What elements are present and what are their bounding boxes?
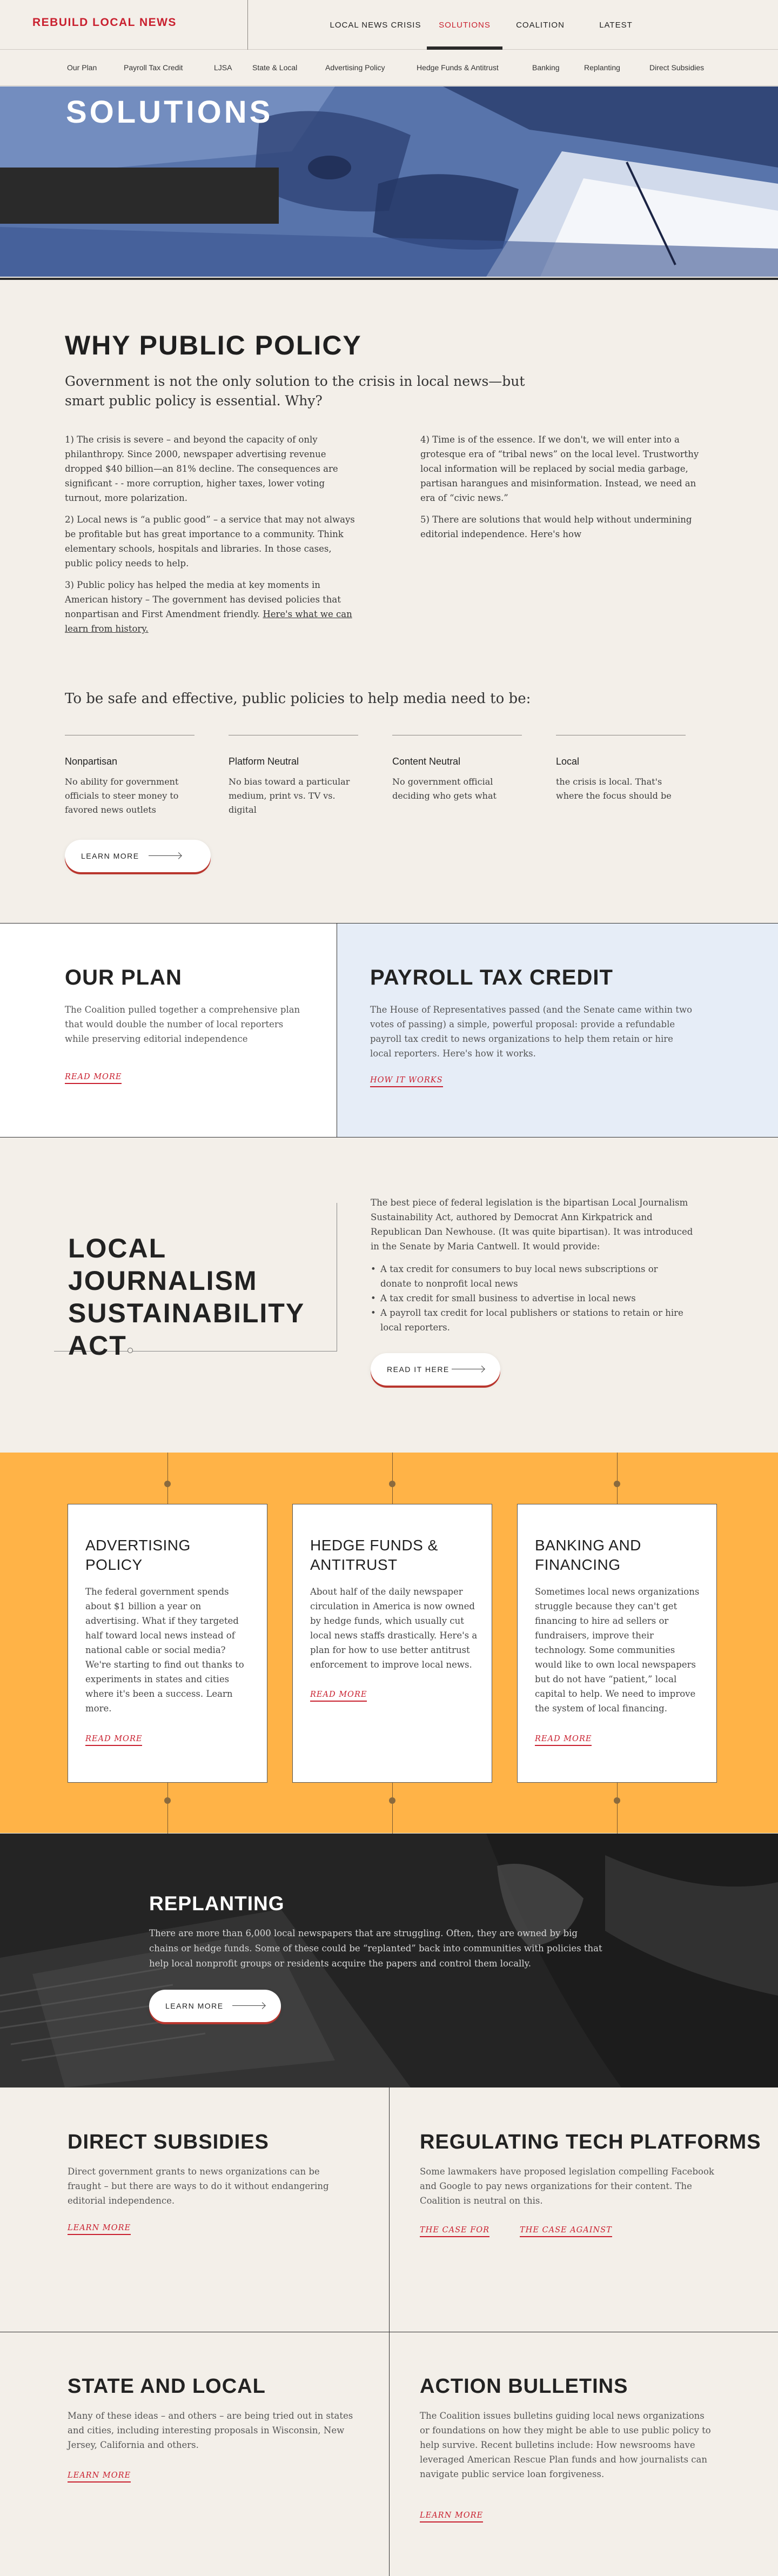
- button-label: LEARN MORE: [81, 852, 139, 860]
- criterion-nonpartisan: [65, 735, 194, 817]
- criterion-text: No ability for government officials to steer money to favored news outlets: [65, 777, 179, 815]
- arrow-right-icon: [149, 855, 181, 856]
- replanting-learn-more-button[interactable]: [149, 1990, 281, 2022]
- hero-title: SOLUTIONS: [66, 95, 273, 130]
- why-column-left: [65, 432, 357, 643]
- nav-solutions[interactable]: SOLUTIONS: [427, 0, 502, 50]
- ljsa-read-it-here-button[interactable]: [371, 1353, 500, 1386]
- regulating-tech-title: REGULATING TECH PLATFORMS: [420, 2131, 761, 2153]
- criterion-text: No bias toward a particular medium, print vs. TV vs. digital: [229, 777, 350, 815]
- subnav-hedge-funds[interactable]: Hedge Funds & Antitrust: [417, 63, 499, 72]
- main-nav: [324, 0, 654, 50]
- payroll-tax-credit-box: [337, 924, 778, 1137]
- header-divider: [247, 0, 248, 50]
- state-local-text: Many of these ideas – and others – are being tried out in states and cities, including interesting proposals in Wisconsin, New Jersey, California and others.: [68, 2411, 353, 2450]
- advertising-read-more-link[interactable]: READ MORE: [85, 1735, 142, 1746]
- our-plan-read-more-link[interactable]: READ MORE: [65, 1073, 122, 1084]
- subnav-replanting[interactable]: Replanting: [584, 63, 620, 72]
- our-plan-box: [0, 924, 337, 1137]
- card-connector-dot: [614, 1797, 620, 1804]
- hedge-funds-read-more-link[interactable]: READ MORE: [310, 1690, 367, 1702]
- card-connector: [392, 1783, 393, 1834]
- card-connector: [167, 1783, 168, 1834]
- criterion-content-neutral: [392, 735, 522, 803]
- criterion-title: Nonpartisan: [65, 756, 118, 767]
- why-learn-more-button[interactable]: [65, 840, 211, 872]
- subnav-banking[interactable]: Banking: [532, 63, 560, 72]
- history-link[interactable]: Here's what we can learn from history.: [65, 609, 352, 634]
- banking-financing-card: [517, 1504, 717, 1783]
- criterion-title: Local: [556, 756, 580, 767]
- action-bulletins-learn-more-link[interactable]: LEARN MORE: [420, 2511, 483, 2523]
- nav-local-news-crisis[interactable]: LOCAL NEWS CRISIS: [330, 20, 421, 30]
- card-title: BANKING AND FINANCING: [535, 1537, 641, 1573]
- card-title: ADVERTISING POLICY: [85, 1537, 191, 1573]
- site-logo[interactable]: REBUILD LOCAL NEWS: [32, 16, 177, 29]
- why-title: WHY PUBLIC POLICY: [65, 330, 362, 360]
- button-label: READ IT HERE: [387, 1365, 450, 1374]
- sub-nav: [0, 50, 778, 86]
- why-subtitle: Government is not the only solution to the crisis in local news—but smart public policy is essential. Why?: [65, 373, 525, 409]
- regulating-tech-text: Some lawmakers have proposed legislation compelling Facebook and Google to pay news organizations for their content. The Coalition is neutral on this.: [420, 2166, 714, 2206]
- criteria-heading: To be safe and effective, public policies to help media need to be:: [65, 691, 531, 707]
- card-connector-dot: [614, 1481, 620, 1487]
- banking-read-more-link[interactable]: READ MORE: [535, 1735, 592, 1746]
- payroll-text: The House of Representatives passed (and the Senate came within two votes of passing) a simple, powerful proposal: provide a refundable payroll tax credit to news organizations to help them retain or hire local reporters. Here's how it works.: [370, 1005, 693, 1059]
- subnav-our-plan[interactable]: Our Plan: [67, 63, 97, 72]
- list-item: • A payroll tax credit for local publishers or stations to retain or hire local reporters.: [371, 1306, 684, 1335]
- nav-coalition[interactable]: COALITION: [516, 20, 565, 30]
- state-local-title: STATE AND LOCAL: [68, 2375, 266, 2398]
- action-bulletins-title: ACTION BULLETINS: [420, 2375, 628, 2398]
- card-title: HEDGE FUNDS & ANTITRUST: [310, 1537, 438, 1573]
- card-connector: [617, 1453, 618, 1504]
- criterion-text: No government official deciding who gets what: [392, 777, 497, 801]
- criterion-title: Content Neutral: [392, 756, 461, 767]
- card-connector: [392, 1453, 393, 1504]
- why-point-5: 5) There are solutions that would help without undermining editorial independence. Here's how: [420, 514, 692, 539]
- case-against-link[interactable]: THE CASE AGAINST: [520, 2226, 612, 2237]
- our-plan-title: OUR PLAN: [65, 966, 182, 989]
- subnav-state-local[interactable]: State & Local: [252, 63, 298, 72]
- plan-payroll-section: [0, 923, 778, 1138]
- why-point-4: 4) Time is of the essence. If we don't, we will enter into a grotesque era of “tribal news” on the local level. Trustworthy local information will be replaced by social media garbage, partisan harangues and misinformation. Instead, we need an era of “civic news.”: [420, 434, 699, 503]
- more-solutions-grid: [0, 2087, 778, 2576]
- criterion-local: [556, 735, 686, 803]
- criterion-text: the crisis is local. That's where the focus should be: [556, 777, 672, 801]
- card-connector: [617, 1783, 618, 1834]
- card-connector-dot: [164, 1797, 171, 1804]
- replanting-title: REPLANTING: [149, 1892, 285, 1915]
- subnav-ljsa[interactable]: LJSA: [214, 63, 232, 72]
- why-point-2: 2) Local news is “a public good” – a service that may not always be profitable but has great importance to a community. Think elementary schools, hospitals and libraries. In those cases, public policy needs to help.: [65, 514, 355, 568]
- case-for-link[interactable]: THE CASE FOR: [420, 2226, 489, 2237]
- direct-subsidies-title: DIRECT SUBSIDIES: [68, 2131, 269, 2153]
- top-header: [0, 0, 778, 50]
- card-text: The federal government spends about $1 billion a year on advertising. What if they targeted half toward local news instead of national cable or social media? We're starting to find out thanks to experiments in states and cities where it's been a success. Learn more.: [85, 1587, 244, 1714]
- criterion-title: Platform Neutral: [229, 756, 299, 767]
- arrow-right-icon: [232, 2005, 265, 2006]
- payroll-title: PAYROLL TAX CREDIT: [370, 966, 613, 989]
- ljsa-title: LOCAL JOURNALISM SUSTAINABILITY ACT: [68, 1233, 305, 1361]
- card-text: About half of the daily newspaper circulation in America is now owned by hedge funds, which usually cut local news staffs drastically. Here's a plan for how to use better antitrust enforcement to improve local news.: [310, 1587, 478, 1670]
- card-connector-dot: [389, 1481, 395, 1487]
- hero-rule: [0, 278, 778, 280]
- card-connector: [167, 1453, 168, 1504]
- replanting-text: There are more than 6,000 local newspapers that are struggling. Often, they are owned by big chains or hedge funds. Some of these could be “replanted” back into communities with policies that help local nonprofit groups or residents acquire the papers and control them locally.: [149, 1928, 602, 1969]
- subnav-advertising-policy[interactable]: Advertising Policy: [325, 63, 385, 72]
- ljsa-text: The best piece of federal legislation is the bipartisan Local Journalism Sustainability Act, authored by Democrat Ann Kirkpatrick and Republican Dan Newhouse. (It was quite bipartisan). It was introduced in the Senate by Maria Cantwell. It would provide:: [371, 1197, 693, 1252]
- state-local-learn-more-link[interactable]: LEARN MORE: [68, 2471, 131, 2483]
- subnav-payroll-tax-credit[interactable]: Payroll Tax Credit: [124, 63, 183, 72]
- nav-latest[interactable]: LATEST: [599, 20, 633, 30]
- ljsa-provisions-list: [371, 1262, 684, 1335]
- direct-subsidies-learn-more-link[interactable]: LEARN MORE: [68, 2224, 131, 2235]
- why-column-right: [420, 432, 712, 548]
- subnav-direct-subsidies[interactable]: Direct Subsidies: [649, 63, 705, 72]
- list-item: • A tax credit for small business to advertise in local news: [371, 1291, 684, 1306]
- card-text: Sometimes local news organizations struggle because they can't get financing to hire ad sellers or fundraisers, improve their technology. Some communities would like to own local newspapers but do not have “patient,” local capital to help. We need to improve the system of local financing.: [535, 1587, 700, 1714]
- direct-subsidies-text: Direct government grants to news organizations can be fraught – but there are ways to do it without endangering editorial independence.: [68, 2166, 329, 2206]
- our-plan-text: The Coalition pulled together a comprehensive plan that would double the number of local reporters while preserving editorial independence: [65, 1005, 300, 1044]
- button-label: LEARN MORE: [165, 2002, 224, 2010]
- action-bulletins-text: The Coalition issues bulletins guiding local news organizations or foundations on how they might be able to use public policy to help survive. Recent bulletins include: How newsrooms have leveraged American Rescue Plan funds and how journalists can navigate public service loan forgiveness.: [420, 2411, 711, 2479]
- list-item: • A tax credit for consumers to buy local news subscriptions or donate to nonprofit local news: [371, 1262, 684, 1291]
- hero-title-box: [0, 168, 279, 224]
- why-point-3: 3) Public policy has helped the media at key moments in American history – The government has devised policies that nonpartisan and First Amendment friendly. Here's what we can learn from history.: [65, 580, 352, 634]
- card-connector-dot: [164, 1481, 171, 1487]
- advertising-policy-card: [68, 1504, 267, 1783]
- payroll-how-it-works-link[interactable]: HOW IT WORKS: [370, 1076, 443, 1087]
- criterion-platform-neutral: [229, 735, 358, 817]
- card-connector-dot: [389, 1797, 395, 1804]
- hedge-funds-card: [292, 1504, 492, 1783]
- why-point-1: 1) The crisis is severe – and beyond the capacity of only philanthropy. Since 2000, newspaper advertising revenue dropped $40 billion—an 81% decline. The consequences are significant - - more corruption, higher taxes, lower voting turnout, more polarization.: [65, 434, 338, 503]
